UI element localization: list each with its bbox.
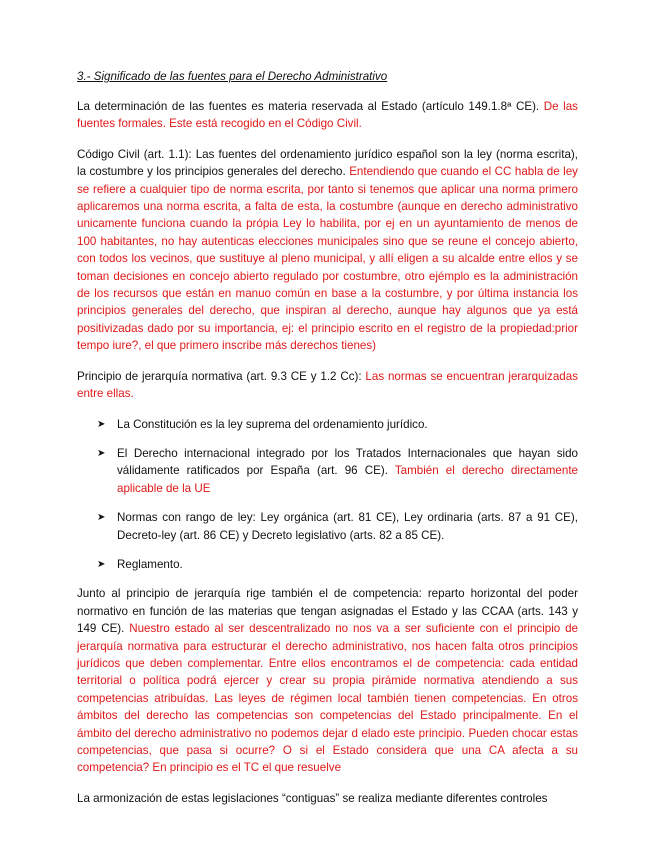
paragraph-competencia <box>77 585 578 776</box>
paragraph-armonizacion <box>77 790 578 807</box>
list-item <box>77 556 578 573</box>
arrow-bullet-icon: ➤ <box>97 418 106 430</box>
list-item <box>77 445 578 497</box>
list-item-text: Reglamento. <box>117 557 183 571</box>
list-item-text: El Derecho internacional integrado por los Tratados Internacionales que hayan sido válidamente ratificados por España (art. 96 CE). <box>117 446 578 478</box>
paragraph-annotation: Entendiendo que cuando el CC habla de ley se refiere a cualquier tipo de norma escrita, por tanto si tenemos que aplicar una norma primero aplicaremos una norma escrita, a falta de esta, la costumbre (aunque en derecho administrativo unicamente funciona cuando la própia Ley lo habilita, por ej en un ayuntamiento de menos de 100 habitantes, no hay autenticas elecciones municipales sino que se reune el concejo abierto, con todos los vecinos, que sustituye al pleno municipal, y allí eligen a su alcalde entre ellos y se toman decisiones en concejo abierto regulado por costumbre, otro ejémplo es la administración de los recursos que están en manuo común en base a la costumbre, y por última instancia los principios generales del derecho, que inspiran al derecho, aunque hay algunos que ya está positivizadas dado por su importancia, ej: el principio escrito en el registro de la propiedad:prior tempo iure?, el que primero inscribe más derechos tienes) <box>77 165 578 353</box>
section-heading: 3.- Significado de las fuentes para el Derecho Administrativo <box>77 70 388 83</box>
paragraph-jerarquia <box>77 368 578 403</box>
paragraph-annotation: De las fuentes formales. Este está recogido en el Código Civil. <box>77 100 578 131</box>
arrow-bullet-icon: ➤ <box>97 447 106 459</box>
arrow-bullet-icon: ➤ <box>97 512 106 524</box>
paragraph-fuentes-estado <box>77 98 578 133</box>
paragraph-text: Principio de jerarquía normativa (art. 9.3 CE y 1.2 Cc): <box>77 369 366 383</box>
list-item-text: La Constitución es la ley suprema del ordenamiento jurídico. <box>117 417 428 431</box>
paragraph-annotation: Las normas se encuentran jerarquizadas entre ellas. <box>77 369 578 401</box>
list-item-text: Normas con rango de ley: Ley orgánica (art. 81 CE), Ley ordinaria (arts. 87 a 91 CE), Decreto-ley (art. 86 CE) y Decreto legislativo (arts. 82 a 85 CE). <box>117 511 578 542</box>
paragraph-annotation: Nuestro estado al ser descentralizado no nos va a ser suficiente con el principio de jerarquía normativa para estructurar el derecho administrativo, nos hacen falta otros principios jurídicos que deben complementar. Entre ellos encontramos el de competencia: cada entidad territorial o política podrá ejercer y crear su propia pirámide normativa atendiendo a sus competencias atribuídas. Las leyes de régimen local también tienen competencias. En otros ámbitos del derecho las competencias son competencias del Estado principalmente. En el ámbito del derecho administrativo no podemos dejar d elado este principio. Pueden chocar estas competencias, que pasa si ocurre? O si el Estado considera que una CA afecta a su competencia? En principio es el TC el que resuelve <box>77 622 578 775</box>
list-item <box>77 416 578 433</box>
hierarchy-list <box>77 416 578 574</box>
arrow-bullet-icon: ➤ <box>97 558 106 570</box>
paragraph-text: Código Civil (art. 1.1): Las fuentes del ordenamiento jurídico español son la ley (norma escrita), la costumbre y los principios generales del derecho. <box>77 147 578 179</box>
list-item <box>77 509 578 544</box>
document-body <box>77 68 578 820</box>
paragraph-text: La determinación de las fuentes es materia reservada al Estado (artículo 149.1.8ª CE). <box>77 100 544 113</box>
paragraph-text: La armonización de estas legislaciones “contiguas” se realiza mediante diferentes controles <box>77 791 548 805</box>
paragraph-text: Junto al principio de jerarquía rige también el de competencia: reparto horizontal del poder normativo en función de las materias que tengan asignadas el Estado y las CCAA (arts. 143 y 149 CE). <box>77 587 578 636</box>
paragraph-codigo-civil <box>77 146 578 355</box>
list-item-annotation: También el derecho directamente aplicable de la UE <box>117 464 578 495</box>
